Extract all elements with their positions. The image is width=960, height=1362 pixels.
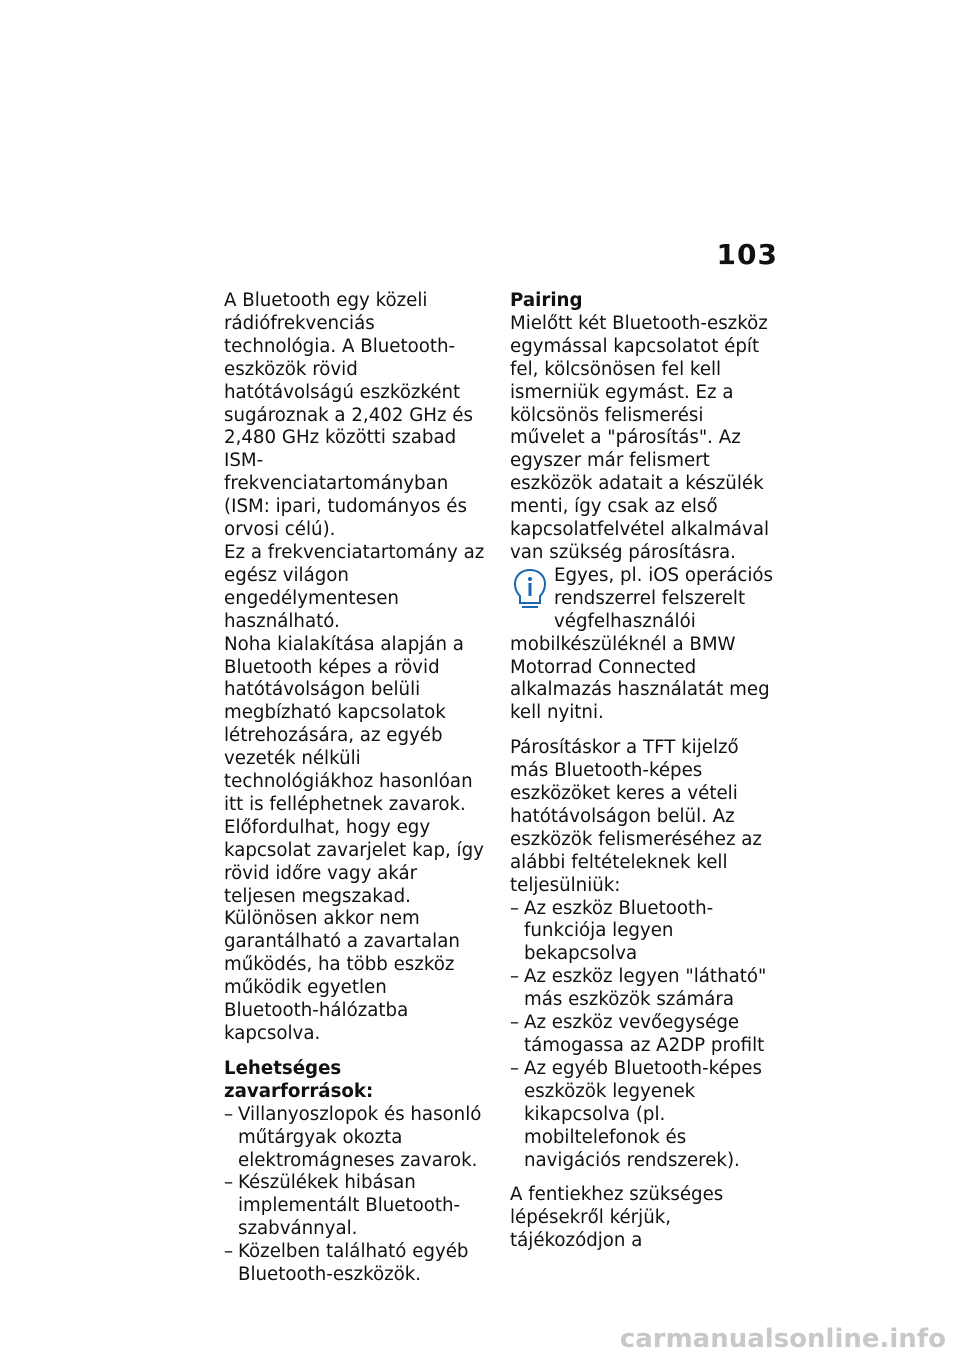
list-item bbox=[510, 1012, 778, 1058]
interference-list bbox=[224, 1104, 486, 1287]
list-item bbox=[224, 1104, 486, 1173]
list-item-text: Készülékek hibásan implementált Bluetooth-szabvánnyal. bbox=[238, 1172, 461, 1240]
intro-paragraph-1: A Bluetooth egy közeli rádiófrekvenciás technológia. A Bluetooth-eszközök rövid hatótávolságú eszközként sugároznak a 2,402 GHz és 2,480 GHz közötti szabad ISM-frekvenciatartományban (ISM: ipari, tudományos és orvosi célú). bbox=[224, 290, 473, 541]
list-item bbox=[224, 1172, 486, 1241]
intro-paragraph-3: Noha kialakítása alapján a Bluetooth képes a rövid hatótávolságon belüli megbízható kapcsolatok létrehozására, az egyéb vezeték nélküli technológiákhoz hasonlóan itt is felléphetnek zavarok. Előfordulhat, hogy egy kapcsolat zavarjelet kap, így rövid időre vagy akár teljesen megszakad. Különösen akkor nem garantálható a zavartalan működés, ha több eszköz működik egyetlen Bluetooth-hálózatba kapcsolva. bbox=[224, 633, 484, 1044]
list-item-text: Közelben található egyéb Bluetooth-eszközök. bbox=[238, 1241, 469, 1286]
dash-bullet: – bbox=[510, 897, 520, 919]
list-item-text: Az eszköz legyen "látható" más eszközök számára bbox=[524, 966, 767, 1011]
left-column bbox=[224, 290, 486, 1287]
list-item bbox=[510, 898, 778, 967]
pairing-heading: Pairing bbox=[510, 290, 583, 311]
pairing-paragraph: Mielőtt két Bluetooth-eszköz egymással kapcsolatot épít fel, kölcsönösen fel kell ismerniük egymást. Ez a kölcsönös felismerési művelet a "párosítás". Az egyszer már felismert eszközök adatait a készülék menti, így csak az első kapcsolatfelvétel alkalmával van szükség párosításra. bbox=[510, 312, 770, 563]
info-icon bbox=[510, 565, 550, 611]
right-column bbox=[510, 290, 778, 1253]
dash-bullet: – bbox=[510, 1012, 520, 1034]
watermark: carmanualsonline.info bbox=[619, 1324, 946, 1354]
dash-bullet: – bbox=[224, 1103, 234, 1125]
conditions-list bbox=[510, 898, 778, 1173]
list-item bbox=[510, 966, 778, 1012]
dash-bullet: – bbox=[224, 1241, 234, 1263]
list-item-text: Villanyoszlopok és hasonló műtárgyak okozta elektromágneses zavarok. bbox=[238, 1103, 482, 1171]
list-item-text: Az eszköz Bluetooth-funkciója legyen bekapcsolva bbox=[524, 897, 714, 965]
intro-paragraph-2: Ez a frekvenciatartomány az egész világon engedélymentesen használható. bbox=[224, 541, 485, 632]
closing-paragraph: A fentiekhez szükséges lépésekről kérjük, tájékozódjon a bbox=[510, 1184, 724, 1252]
dash-bullet: – bbox=[510, 1057, 520, 1079]
search-paragraph: Párosításkor a TFT kijelző más Bluetooth-képes eszközöket keres a vételi hatótávolságon belül. Az eszközök felismeréséhez az alábbi feltételeknek kell teljesülniük: bbox=[510, 737, 762, 896]
list-item bbox=[510, 1058, 778, 1173]
dash-bullet: – bbox=[510, 966, 520, 988]
info-note bbox=[510, 565, 778, 725]
list-item-text: Az eszköz vevőegysége támogassa az A2DP profilt bbox=[524, 1012, 765, 1056]
page-number: 103 bbox=[716, 238, 778, 271]
note-text: Egyes, pl. iOS operációs rendszerrel felszerelt végfelhasználói mobilkészüléknél a BMW Motorrad Connected alkalmazás használatát meg kell nyitni. bbox=[510, 564, 774, 724]
list-item-text: Az egyéb Bluetooth-képes eszközök legyenek kikapcsolva (pl. mobiltelefonok és navigációs rendszerek). bbox=[524, 1057, 762, 1171]
dash-bullet: – bbox=[224, 1172, 234, 1194]
interference-heading: Lehetséges zavarforrások: bbox=[224, 1057, 374, 1102]
list-item bbox=[224, 1241, 486, 1287]
